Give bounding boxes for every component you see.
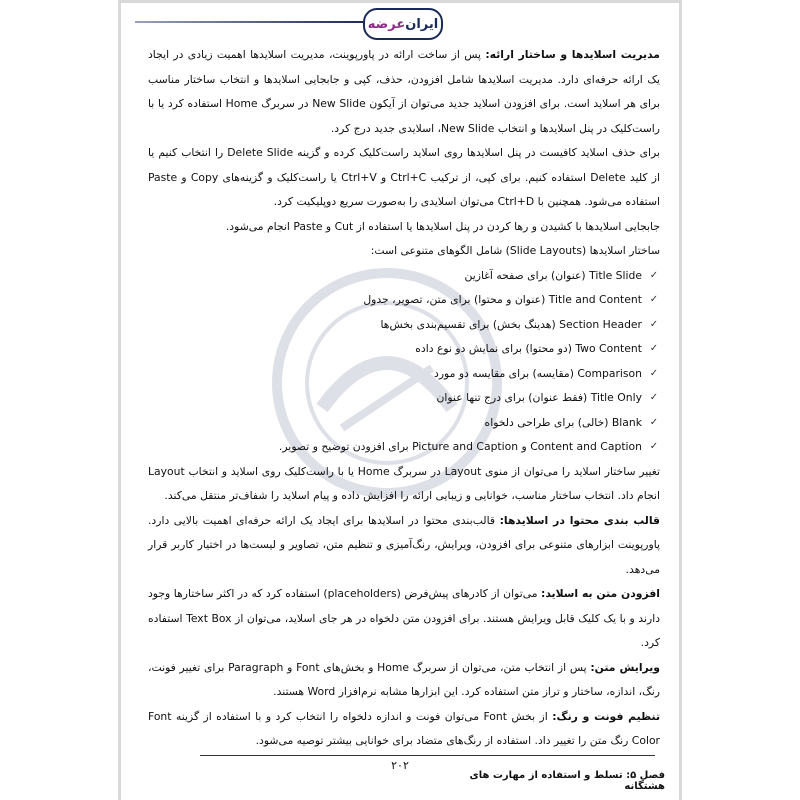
checkmark-icon: ✓ [649, 343, 659, 354]
checkmark-icon: ✓ [649, 294, 659, 305]
layout-list [148, 264, 660, 460]
paragraph-change-layout: تغییر ساختار اسلاید را می‌توان از منوی Layout در سربرگ Home یا با راست‌کلیک روی اسلاید و انتخاب Layout انجام داد. انتخاب ساختار مناسب، خوانایی و زیبایی ارائه را افزایش داده و پیام اسلاید را شفاف‌تر منتقل می‌کند. [148, 464, 660, 502]
heading-add-text: افزودن متن به اسلاید: [541, 587, 661, 600]
footer-rule [200, 755, 655, 756]
page-number: ۲۰۲ [391, 759, 409, 772]
list-item: ✓ Title Only (فقط عنوان) برای درج تنها عنوان [148, 386, 660, 411]
paragraph-move-slides: جابجایی اسلایدها با کشیدن و رها کردن در پنل اسلایدها یا استفاده از Cut و Paste انجام می‌شود. [225, 219, 660, 233]
text-edit-text: پس از انتخاب متن، می‌توان از سربرگ Home و بخش‌های Font و Paragraph برای تغییر فونت، رنگ، اندازه، ساختار و تراز متن استفاده کرد. این ابزارها مشابه نرم‌افزار Word هستند. [148, 660, 660, 698]
page-content [148, 43, 660, 754]
paragraph-edit-text [148, 656, 660, 705]
heading-font-color: تنظیم فونت و رنگ: [552, 709, 661, 723]
paragraph-layouts-intro: ساختار اسلایدها (Slide Layouts) شامل الگوهای متنوعی است: [370, 244, 660, 257]
page-border-right [679, 0, 682, 800]
paragraph-delete-copy: برای حذف اسلاید کافیست در پنل اسلایدها روی اسلاید راست‌کلیک کرده و گزینه Delete Slide را انتخاب کنیم یا از کلید Delete استفاده کنیم. برای کپی، از ترکیب Ctrl+C و Ctrl+V یا راست‌کلیک و گزینه‌های Copy و Paste استفاده می‌شود. همچنین با Ctrl+D می‌توان اسلایدی را به‌صورت سریع دوپلیکیت کرد. [148, 146, 661, 208]
checkmark-icon: ✓ [649, 441, 659, 452]
paragraph-slide-management [148, 43, 660, 141]
page-border-top [118, 0, 682, 3]
checkmark-icon: ✓ [649, 318, 659, 330]
text-add-text: می‌توان از کادرهای پیش‌فرض (placeholders) استفاده کرد که در اکثر ساختارها وجود دارند و با یک کلیک قابل ویرایش هستند. برای افزودن متن دلخواه در هر جای اسلاید، می‌توان از Text Box استفاده کرد. [148, 587, 660, 649]
paragraph-add-text [148, 582, 660, 656]
checkmark-icon: ✓ [649, 367, 659, 379]
heading-formatting: قالب بندی محتوا در اسلایدها: [499, 513, 660, 527]
list-item: ✓ Two Content (دو محتوا) برای نمایش دو نوع داده [148, 337, 660, 362]
chapter-title: فصل ۵: تسلط و استفاده از مهارت های هشتگانه [469, 770, 665, 792]
text-formatting: قالب‌بندی محتوا در اسلایدها برای ایجاد یک ارائه حرفه‌ای اهمیت بالایی دارد. پاورپوینت ابزارهای متنوعی برای افزودن، ویرایش، رنگ‌آمیزی و تنظیم متن، تصاویر و لیست‌ها در اختیار کاربر قرار می‌دهد. [148, 513, 660, 576]
logo-text-b: عرضه [367, 16, 406, 32]
heading-edit-text: ویرایش متن: [590, 660, 660, 674]
header-rule [135, 21, 363, 23]
list-item: ✓ Blank (خالی) برای طراحی دلخواه [148, 411, 660, 436]
text-font-color: از بخش Font می‌توان فونت و اندازه دلخواه را انتخاب کرد و با استفاده از گزینه Font Color رنگ متن را تغییر داد. استفاده از رنگ‌های متضاد برای خوانایی بیشتر توصیه می‌شود. [148, 709, 660, 747]
checkmark-icon: ✓ [649, 392, 659, 403]
text-slide-management: پس از ساخت ارائه در پاورپوینت، مدیریت اسلایدها اهمیت زیادی در ایجاد یک ارائه حرفه‌ای دارد. مدیریت اسلایدها شامل افزودن، حذف، کپی و جابجایی اسلایدها و انتخاب ساختار مناسب برای هر اسلاید است. برای افزودن اسلاید جدید می‌توان از آیکون New Slide در سربرگ Home استفاده کرد یا با راست‌کلیک در پنل اسلایدها و انتخاب New Slide، اسلایدی جدید درج کرد. [148, 48, 660, 135]
list-item: ✓ Title and Content (عنوان و محتوا) برای متن، تصویر، جدول [148, 288, 660, 313]
checkmark-icon: ✓ [649, 269, 659, 281]
list-item: ✓ Comparison (مقایسه) برای مقایسه دو مورد [148, 362, 660, 387]
checkmark-icon: ✓ [649, 416, 659, 428]
list-item: ✓ Content and Caption و Picture and Caption برای افزودن توضیح و تصویر. [148, 435, 660, 460]
brand-logo [363, 8, 443, 40]
paragraph-font-color [148, 705, 660, 754]
logo-text-a: ایران [405, 16, 439, 32]
heading-slide-management: مدیریت اسلایدها و ساختار ارائه: [485, 48, 660, 61]
paragraph-formatting [148, 509, 660, 583]
page-border-left [118, 0, 121, 800]
list-item: ✓ Title Slide (عنوان) برای صفحه آغازین [148, 264, 660, 289]
list-item: ✓ Section Header (هدینگ بخش) برای تقسیم‌بندی بخش‌ها [148, 313, 660, 338]
